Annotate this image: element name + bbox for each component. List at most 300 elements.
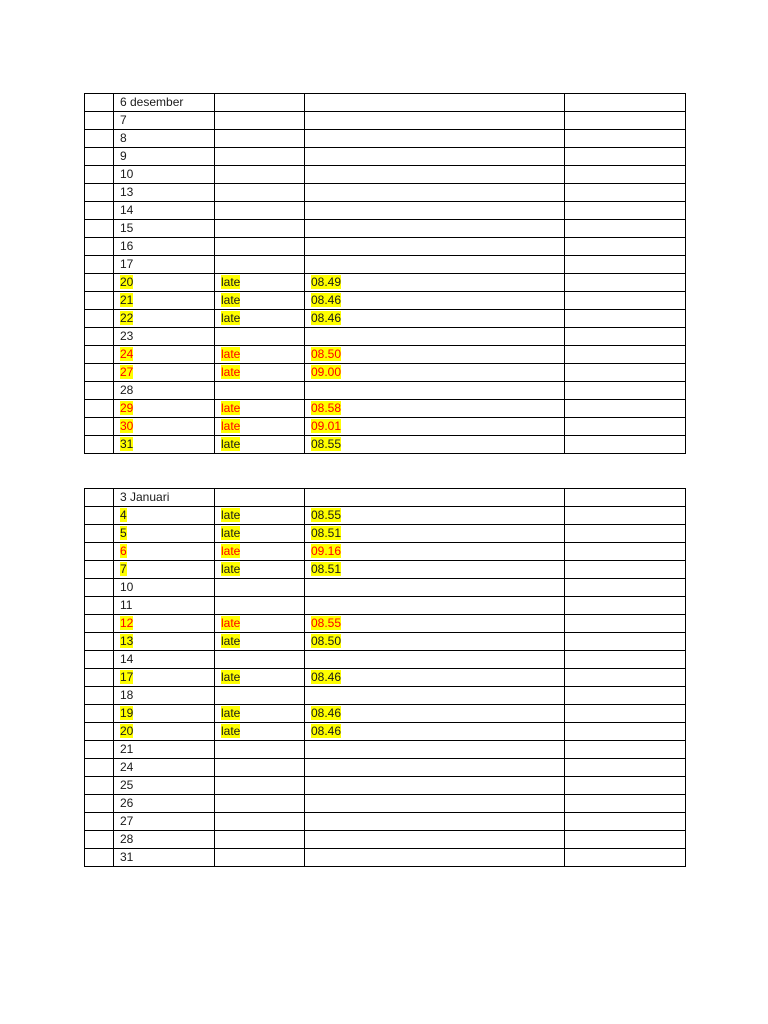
time-cell: [305, 813, 565, 831]
status-cell: [215, 436, 305, 454]
time-cell: [305, 597, 565, 615]
time-cell: [305, 759, 565, 777]
status-text: late: [221, 347, 241, 361]
status-cell: [215, 346, 305, 364]
table-row: [85, 705, 686, 723]
day-cell: [114, 274, 215, 292]
status-cell: [215, 364, 305, 382]
day-text: 31: [120, 437, 134, 451]
day-cell: [114, 579, 215, 597]
day-text: 13: [120, 185, 134, 199]
notes-cell: [565, 579, 686, 597]
status-cell: [215, 687, 305, 705]
row-number-cell: [85, 705, 114, 723]
status-cell: [215, 741, 305, 759]
time-text: 08.55: [311, 616, 342, 630]
row-number-cell: [85, 220, 114, 238]
status-text: late: [221, 508, 241, 522]
table-row: [85, 687, 686, 705]
day-cell: [114, 346, 215, 364]
status-text: late: [221, 437, 241, 451]
day-text: 26: [120, 796, 134, 810]
table-row: [85, 418, 686, 436]
row-number-cell: [85, 238, 114, 256]
attendance-table-body: [85, 489, 686, 867]
table-row: [85, 256, 686, 274]
status-text: late: [221, 311, 241, 325]
table-row: [85, 795, 686, 813]
row-number-cell: [85, 543, 114, 561]
notes-cell: [565, 130, 686, 148]
row-number-cell: [85, 723, 114, 741]
day-text: 16: [120, 239, 134, 253]
time-cell: [305, 579, 565, 597]
table-row: [85, 382, 686, 400]
status-cell: [215, 238, 305, 256]
day-text: 25: [120, 778, 134, 792]
day-cell: [114, 561, 215, 579]
day-cell: [114, 615, 215, 633]
table-row: [85, 148, 686, 166]
table-row: [85, 184, 686, 202]
status-cell: [215, 382, 305, 400]
row-number-cell: [85, 202, 114, 220]
status-cell: [215, 256, 305, 274]
day-cell: [114, 543, 215, 561]
row-number-cell: [85, 579, 114, 597]
time-text: 09.00: [311, 365, 342, 379]
row-number-cell: [85, 346, 114, 364]
table-row: [85, 777, 686, 795]
status-text: late: [221, 365, 241, 379]
day-text: 8: [120, 131, 127, 145]
time-cell: [305, 615, 565, 633]
day-text: 10: [120, 167, 134, 181]
day-cell: [114, 256, 215, 274]
day-cell: [114, 849, 215, 867]
time-text: 08.50: [311, 347, 342, 361]
notes-cell: [565, 507, 686, 525]
day-cell: [114, 831, 215, 849]
status-text: late: [221, 275, 241, 289]
row-number-cell: [85, 166, 114, 184]
notes-cell: [565, 418, 686, 436]
time-cell: [305, 382, 565, 400]
table-row: [85, 633, 686, 651]
day-cell: [114, 723, 215, 741]
day-cell: [114, 759, 215, 777]
table-row: [85, 166, 686, 184]
status-cell: [215, 507, 305, 525]
status-cell: [215, 274, 305, 292]
table-row: [85, 220, 686, 238]
notes-cell: [565, 310, 686, 328]
row-number-cell: [85, 256, 114, 274]
day-text: 14: [120, 652, 134, 666]
attendance-table-januari: [84, 488, 686, 867]
time-cell: [305, 148, 565, 166]
day-cell: [114, 148, 215, 166]
table-row: [85, 723, 686, 741]
day-cell: [114, 507, 215, 525]
time-cell: [305, 292, 565, 310]
table-row: [85, 651, 686, 669]
table-row: [85, 202, 686, 220]
status-cell: [215, 849, 305, 867]
day-text: 6: [120, 544, 127, 558]
day-text: 6 desember: [120, 95, 184, 109]
day-text: 20: [120, 724, 134, 738]
day-text: 7: [120, 113, 127, 127]
time-cell: [305, 256, 565, 274]
row-number-cell: [85, 310, 114, 328]
attendance-table-body: [85, 94, 686, 454]
status-cell: [215, 328, 305, 346]
table-row: [85, 274, 686, 292]
day-text: 4: [120, 508, 127, 522]
day-text: 14: [120, 203, 134, 217]
row-number-cell: [85, 597, 114, 615]
time-cell: [305, 651, 565, 669]
time-cell: [305, 489, 565, 507]
status-cell: [215, 543, 305, 561]
table-row: [85, 130, 686, 148]
time-cell: [305, 543, 565, 561]
row-number-cell: [85, 148, 114, 166]
table-row: [85, 400, 686, 418]
time-cell: [305, 166, 565, 184]
time-text: 08.46: [311, 670, 342, 684]
row-number-cell: [85, 633, 114, 651]
time-cell: [305, 202, 565, 220]
status-text: late: [221, 401, 241, 415]
time-cell: [305, 112, 565, 130]
table-row: [85, 831, 686, 849]
day-cell: [114, 436, 215, 454]
notes-cell: [565, 615, 686, 633]
notes-cell: [565, 94, 686, 112]
time-text: 08.49: [311, 275, 342, 289]
status-cell: [215, 400, 305, 418]
row-number-cell: [85, 813, 114, 831]
table-row: [85, 364, 686, 382]
row-number-cell: [85, 292, 114, 310]
day-text: 9: [120, 149, 127, 163]
status-cell: [215, 130, 305, 148]
notes-cell: [565, 597, 686, 615]
time-text: 08.55: [311, 508, 342, 522]
row-number-cell: [85, 274, 114, 292]
notes-cell: [565, 328, 686, 346]
notes-cell: [565, 364, 686, 382]
time-cell: [305, 633, 565, 651]
day-cell: [114, 310, 215, 328]
table-row: [85, 507, 686, 525]
time-cell: [305, 220, 565, 238]
notes-cell: [565, 489, 686, 507]
notes-cell: [565, 669, 686, 687]
row-number-cell: [85, 400, 114, 418]
day-text: 20: [120, 275, 134, 289]
status-cell: [215, 669, 305, 687]
table-row: [85, 579, 686, 597]
table-row: [85, 669, 686, 687]
time-cell: [305, 184, 565, 202]
notes-cell: [565, 813, 686, 831]
row-number-cell: [85, 364, 114, 382]
status-cell: [215, 633, 305, 651]
time-cell: [305, 669, 565, 687]
row-number-cell: [85, 418, 114, 436]
time-cell: [305, 364, 565, 382]
time-cell: [305, 525, 565, 543]
table-row: [85, 238, 686, 256]
status-cell: [215, 651, 305, 669]
day-cell: [114, 292, 215, 310]
time-cell: [305, 310, 565, 328]
day-cell: [114, 328, 215, 346]
row-number-cell: [85, 94, 114, 112]
time-cell: [305, 723, 565, 741]
notes-cell: [565, 705, 686, 723]
day-text: 17: [120, 257, 134, 271]
time-cell: [305, 561, 565, 579]
attendance-table-desember: [84, 93, 686, 454]
row-number-cell: [85, 651, 114, 669]
notes-cell: [565, 166, 686, 184]
notes-cell: [565, 436, 686, 454]
row-number-cell: [85, 489, 114, 507]
row-number-cell: [85, 795, 114, 813]
row-number-cell: [85, 561, 114, 579]
status-text: late: [221, 526, 241, 540]
status-cell: [215, 759, 305, 777]
status-cell: [215, 184, 305, 202]
notes-cell: [565, 543, 686, 561]
notes-cell: [565, 202, 686, 220]
day-cell: [114, 400, 215, 418]
day-text: 17: [120, 670, 134, 684]
day-text: 28: [120, 832, 134, 846]
status-text: late: [221, 419, 241, 433]
status-text: late: [221, 724, 241, 738]
table-row: [85, 597, 686, 615]
notes-cell: [565, 256, 686, 274]
row-number-cell: [85, 507, 114, 525]
status-cell: [215, 705, 305, 723]
time-cell: [305, 831, 565, 849]
day-cell: [114, 669, 215, 687]
notes-cell: [565, 795, 686, 813]
notes-cell: [565, 723, 686, 741]
day-text: 24: [120, 760, 134, 774]
time-cell: [305, 705, 565, 723]
table-row: [85, 759, 686, 777]
time-text: 08.46: [311, 724, 342, 738]
status-cell: [215, 831, 305, 849]
time-text: 09.01: [311, 419, 342, 433]
status-cell: [215, 615, 305, 633]
status-cell: [215, 561, 305, 579]
row-number-cell: [85, 669, 114, 687]
time-cell: [305, 436, 565, 454]
day-cell: [114, 130, 215, 148]
notes-cell: [565, 112, 686, 130]
day-text: 10: [120, 580, 134, 594]
day-cell: [114, 202, 215, 220]
table-row: [85, 615, 686, 633]
status-text: late: [221, 616, 241, 630]
day-cell: [114, 687, 215, 705]
day-cell: [114, 795, 215, 813]
status-cell: [215, 777, 305, 795]
status-cell: [215, 418, 305, 436]
notes-cell: [565, 292, 686, 310]
table-row: [85, 489, 686, 507]
row-number-cell: [85, 525, 114, 543]
day-text: 21: [120, 742, 134, 756]
table-row: [85, 561, 686, 579]
status-text: late: [221, 562, 241, 576]
day-text: 30: [120, 419, 134, 433]
notes-cell: [565, 148, 686, 166]
day-cell: [114, 418, 215, 436]
row-number-cell: [85, 184, 114, 202]
day-cell: [114, 525, 215, 543]
day-cell: [114, 651, 215, 669]
time-cell: [305, 400, 565, 418]
day-cell: [114, 238, 215, 256]
day-cell: [114, 813, 215, 831]
notes-cell: [565, 759, 686, 777]
notes-cell: [565, 400, 686, 418]
row-number-cell: [85, 382, 114, 400]
notes-cell: [565, 238, 686, 256]
status-cell: [215, 525, 305, 543]
status-cell: [215, 723, 305, 741]
day-text: 21: [120, 293, 134, 307]
notes-cell: [565, 633, 686, 651]
table-row: [85, 849, 686, 867]
table-row: [85, 741, 686, 759]
row-number-cell: [85, 741, 114, 759]
time-text: 08.46: [311, 311, 342, 325]
table-row: [85, 813, 686, 831]
time-cell: [305, 328, 565, 346]
time-cell: [305, 777, 565, 795]
day-cell: [114, 364, 215, 382]
row-number-cell: [85, 777, 114, 795]
row-number-cell: [85, 759, 114, 777]
row-number-cell: [85, 831, 114, 849]
day-cell: [114, 633, 215, 651]
time-text: 08.58: [311, 401, 342, 415]
day-cell: [114, 112, 215, 130]
row-number-cell: [85, 130, 114, 148]
notes-cell: [565, 741, 686, 759]
status-cell: [215, 813, 305, 831]
notes-cell: [565, 687, 686, 705]
row-number-cell: [85, 112, 114, 130]
day-text: 18: [120, 688, 134, 702]
status-text: late: [221, 670, 241, 684]
day-cell: [114, 94, 215, 112]
notes-cell: [565, 274, 686, 292]
time-text: 08.51: [311, 562, 342, 576]
day-text: 19: [120, 706, 134, 720]
status-text: late: [221, 634, 241, 648]
day-text: 24: [120, 347, 134, 361]
day-text: 13: [120, 634, 134, 648]
day-text: 5: [120, 526, 127, 540]
time-text: 09.16: [311, 544, 342, 558]
status-cell: [215, 94, 305, 112]
time-text: 08.46: [311, 293, 342, 307]
day-text: 12: [120, 616, 134, 630]
day-text: 15: [120, 221, 134, 235]
day-cell: [114, 597, 215, 615]
table-row: [85, 543, 686, 561]
notes-cell: [565, 184, 686, 202]
time-cell: [305, 418, 565, 436]
day-cell: [114, 705, 215, 723]
status-cell: [215, 148, 305, 166]
time-text: 08.55: [311, 437, 342, 451]
time-cell: [305, 94, 565, 112]
time-text: 08.46: [311, 706, 342, 720]
time-cell: [305, 687, 565, 705]
row-number-cell: [85, 849, 114, 867]
notes-cell: [565, 849, 686, 867]
notes-cell: [565, 525, 686, 543]
time-text: 08.50: [311, 634, 342, 648]
day-text: 7: [120, 562, 127, 576]
time-cell: [305, 346, 565, 364]
day-text: 31: [120, 850, 134, 864]
day-cell: [114, 382, 215, 400]
day-text: 29: [120, 401, 134, 415]
time-cell: [305, 130, 565, 148]
status-cell: [215, 292, 305, 310]
table-row: [85, 346, 686, 364]
notes-cell: [565, 382, 686, 400]
status-cell: [215, 579, 305, 597]
status-text: late: [221, 293, 241, 307]
table-row: [85, 525, 686, 543]
notes-cell: [565, 220, 686, 238]
row-number-cell: [85, 615, 114, 633]
status-cell: [215, 202, 305, 220]
day-cell: [114, 489, 215, 507]
day-cell: [114, 220, 215, 238]
row-number-cell: [85, 436, 114, 454]
day-text: 27: [120, 814, 134, 828]
time-cell: [305, 238, 565, 256]
notes-cell: [565, 346, 686, 364]
table-row: [85, 328, 686, 346]
table-row: [85, 112, 686, 130]
time-cell: [305, 849, 565, 867]
row-number-cell: [85, 328, 114, 346]
status-cell: [215, 795, 305, 813]
time-text: 08.51: [311, 526, 342, 540]
row-number-cell: [85, 687, 114, 705]
day-cell: [114, 184, 215, 202]
status-cell: [215, 220, 305, 238]
day-text: 28: [120, 383, 134, 397]
time-cell: [305, 795, 565, 813]
status-cell: [215, 489, 305, 507]
